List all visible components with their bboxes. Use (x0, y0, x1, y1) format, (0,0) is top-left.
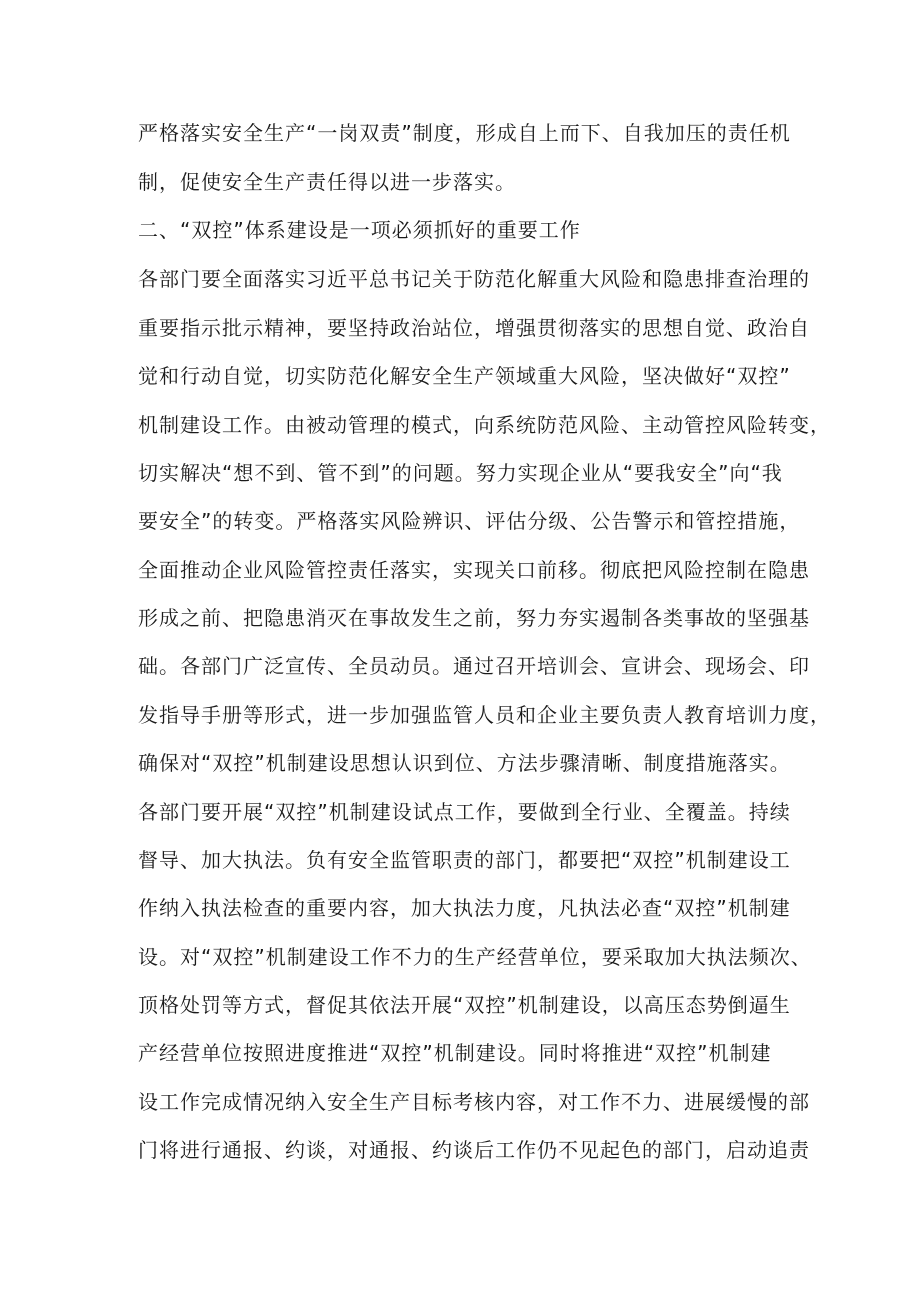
text-line: 础。各部门广泛宣传、全员动员。通过召开培训会、宣讲会、现场会、印 (138, 654, 810, 678)
text-line: 要安全”的转变。严格落实风险辨识、评估分级、公告警示和管控措施， (138, 509, 801, 533)
text-line: 机制建设工作。由被动管理的模式，向系统防范风险、主动管控风险转变， (138, 413, 831, 437)
text-line: 切实解决“想不到、管不到”的问题。努力实现企业从“要我安全”向“我 (138, 461, 783, 485)
text-line: 重要指示批示精神，要坚持政治站位，增强贯彻落实的思想自觉、政治自 (138, 316, 810, 340)
text-line: 作纳入执法检查的重要内容，加大执法力度，凡执法必查“双控”机制建 (138, 896, 791, 920)
text-line: 设。对“双控”机制建设工作不力的生产经营单位，要采取加大执法频次、 (138, 945, 812, 969)
text-line: 全面推动企业风险管控责任落实，实现关口前移。彻底把风险控制在隐患 (138, 558, 810, 582)
text-line: 顶格处罚等方式，督促其依法开展“双控”机制建设，以高压态势倒逼生 (138, 993, 791, 1017)
text-line: 督导、加大执法。负有安全监管职责的部门，都要把“双控”机制建设工 (138, 848, 791, 872)
text-line: 发指导手册等形式，进一步加强监管人员和企业主要负责人教育培训力度， (138, 703, 831, 727)
text-line: 严格落实安全生产“一岗双责”制度，形成自上而下、自我加压的责任机 (138, 121, 791, 145)
text-line: 觉和行动自觉，切实防范化解安全生产领域重大风险，坚决做好“双控” (138, 364, 791, 388)
text-line: 各部门要全面落实习近平总书记关于防范化解重大风险和隐患排查治理的 (138, 267, 810, 291)
text-line: 形成之前、把隐患消灭在事故发生之前，努力夯实遏制各类事故的坚强基 (138, 606, 810, 630)
text-line: 门将进行通报、约谈，对通报、约谈后工作仍不见起色的部门，启动追责 (138, 1138, 810, 1162)
text-line: 设工作完成情况纳入安全生产目标考核内容，对工作不力、进展缓慢的部 (138, 1090, 810, 1114)
text-line: 各部门要开展“双控”机制建设试点工作，要做到全行业、全覆盖。持续 (138, 800, 791, 824)
text-line: 制，促使安全生产责任得以进一步落实。 (138, 170, 516, 194)
text-line: 确保对“双控”机制建设思想认识到位、方法步骤清晰、制度措施落实。 (138, 751, 791, 775)
text-line: 产经营单位按照进度推进“双控”机制建设。同时将推进“双控”机制建 (138, 1041, 772, 1065)
section-heading: 二、“双控”体系建设是一项必须抓好的重要工作 (138, 218, 581, 242)
